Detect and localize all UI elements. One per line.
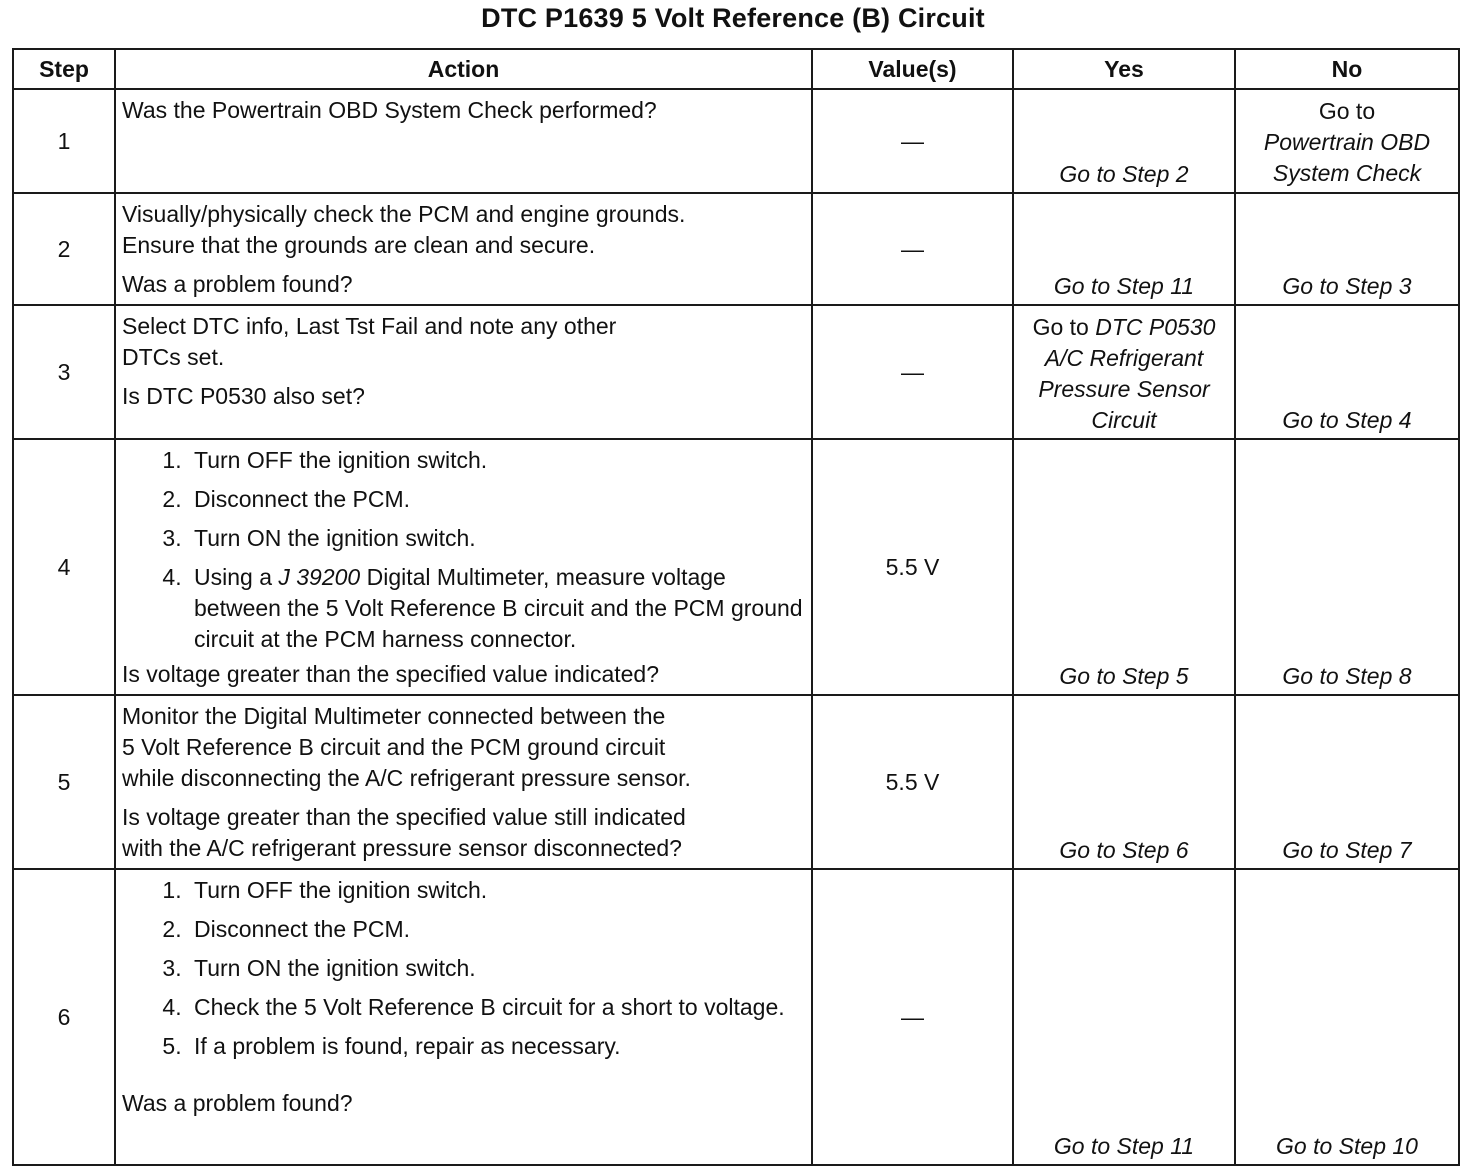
step-number: 1 xyxy=(13,89,115,193)
yes-cell: Go to Step 6 xyxy=(1013,695,1235,869)
table-row xyxy=(13,695,1459,869)
question-text: Is DTC P0530 also set? xyxy=(122,383,365,409)
question-line: with the A/C refrigerant pressure sensor disconnected? xyxy=(122,835,682,861)
action-line: Visually/physically check the PCM and engine grounds. xyxy=(122,201,686,227)
no-cell: Go to Step 3 xyxy=(1235,193,1459,305)
value-cell: 5.5 V xyxy=(812,695,1013,869)
action-cell xyxy=(115,869,812,1165)
list-item: 2. Disconnect the PCM. xyxy=(188,484,805,515)
yes-link-line2: A/C Refrigerant xyxy=(1044,345,1204,371)
table-row xyxy=(13,439,1459,695)
no-cell xyxy=(1235,89,1459,193)
yes-prefix: Go to xyxy=(1032,314,1096,340)
yes-dtc-code: DTC P0530 xyxy=(1095,314,1216,340)
header-action: Action xyxy=(115,49,812,89)
question-text: Is voltage greater than the specified value indicated? xyxy=(122,661,660,687)
step-number: 2 xyxy=(13,193,115,305)
header-yes: Yes xyxy=(1013,49,1235,89)
action-line: Select DTC info, Last Tst Fail and note any other xyxy=(122,313,617,339)
header-step: Step xyxy=(13,49,115,89)
yes-cell: Go to Step 11 xyxy=(1013,869,1235,1165)
list-item: 3. Turn ON the ignition switch. xyxy=(188,523,805,554)
action-cell xyxy=(115,439,812,695)
value-cell: — xyxy=(812,305,1013,439)
question-text: Was a problem found? xyxy=(122,1090,353,1116)
no-cell: Go to Step 4 xyxy=(1235,305,1459,439)
procedure-list xyxy=(122,445,805,655)
step-number: 5 xyxy=(13,695,115,869)
list-item: 1. Turn OFF the ignition switch. xyxy=(188,445,805,476)
yes-cell: Go to Step 2 xyxy=(1013,89,1235,193)
no-prefix: Go to xyxy=(1318,98,1376,124)
action-line: Monitor the Digital Multimeter connected between the xyxy=(122,703,666,729)
list-item: 4. Check the 5 Volt Reference B circuit for a short to voltage. xyxy=(188,992,785,1023)
action-line: 5 Volt Reference B circuit and the PCM ground circuit xyxy=(122,734,666,760)
question-text: Was a problem found? xyxy=(122,271,353,297)
action-cell xyxy=(115,695,812,869)
list-item: 2. Disconnect the PCM. xyxy=(188,914,785,945)
action-text: Was the Powertrain OBD System Check performed? xyxy=(122,97,657,123)
action-cell xyxy=(115,89,812,193)
no-cell: Go to Step 7 xyxy=(1235,695,1459,869)
procedure-list xyxy=(122,875,805,1062)
action-cell xyxy=(115,193,812,305)
no-cell: Go to Step 8 xyxy=(1235,439,1459,695)
item-text-post: Digital Multimeter, measure voltage between the 5 Volt Reference B circuit and the PCM ground circuit at the PCM harness connector. xyxy=(194,564,803,652)
table-header-row xyxy=(13,49,1459,89)
yes-link-line1 xyxy=(1014,312,1234,343)
no-link-line1: Powertrain OBD xyxy=(1263,129,1431,155)
header-values: Value(s) xyxy=(812,49,1013,89)
value-cell: — xyxy=(812,89,1013,193)
table-row xyxy=(13,89,1459,193)
page-title: DTC P1639 5 Volt Reference (B) Circuit xyxy=(481,3,985,33)
question-line: Is voltage greater than the specified value still indicated xyxy=(122,804,686,830)
list-item: 1. Turn OFF the ignition switch. xyxy=(188,875,785,906)
list-item xyxy=(188,562,805,655)
no-cell: Go to Step 10 xyxy=(1235,869,1459,1165)
yes-cell: Go to Step 5 xyxy=(1013,439,1235,695)
step-number: 6 xyxy=(13,869,115,1165)
yes-link-line3: Pressure Sensor xyxy=(1038,376,1210,402)
list-item: 5. If a problem is found, repair as necessary. xyxy=(188,1031,785,1062)
action-line: while disconnecting the A/C refrigerant pressure sensor. xyxy=(122,765,691,791)
action-cell xyxy=(115,305,812,439)
yes-link-line4: Circuit xyxy=(1091,407,1157,433)
list-item: 3. Turn ON the ignition switch. xyxy=(188,953,785,984)
tool-number: J 39200 xyxy=(278,564,361,590)
item-text-pre: Using a xyxy=(194,564,279,590)
action-line: Ensure that the grounds are clean and secure. xyxy=(122,232,596,258)
step-number: 4 xyxy=(13,439,115,695)
value-cell: 5.5 V xyxy=(812,439,1013,695)
no-link-line2: System Check xyxy=(1272,160,1422,186)
yes-cell: Go to Step 11 xyxy=(1013,193,1235,305)
step-number: 3 xyxy=(13,305,115,439)
header-no: No xyxy=(1235,49,1459,89)
yes-cell xyxy=(1013,305,1235,439)
table-row xyxy=(13,193,1459,305)
action-line: DTCs set. xyxy=(122,344,225,370)
table-row xyxy=(13,869,1459,1165)
value-cell: — xyxy=(812,193,1013,305)
table-row xyxy=(13,305,1459,439)
value-cell: — xyxy=(812,869,1013,1165)
diagnostic-table xyxy=(12,48,1460,1166)
